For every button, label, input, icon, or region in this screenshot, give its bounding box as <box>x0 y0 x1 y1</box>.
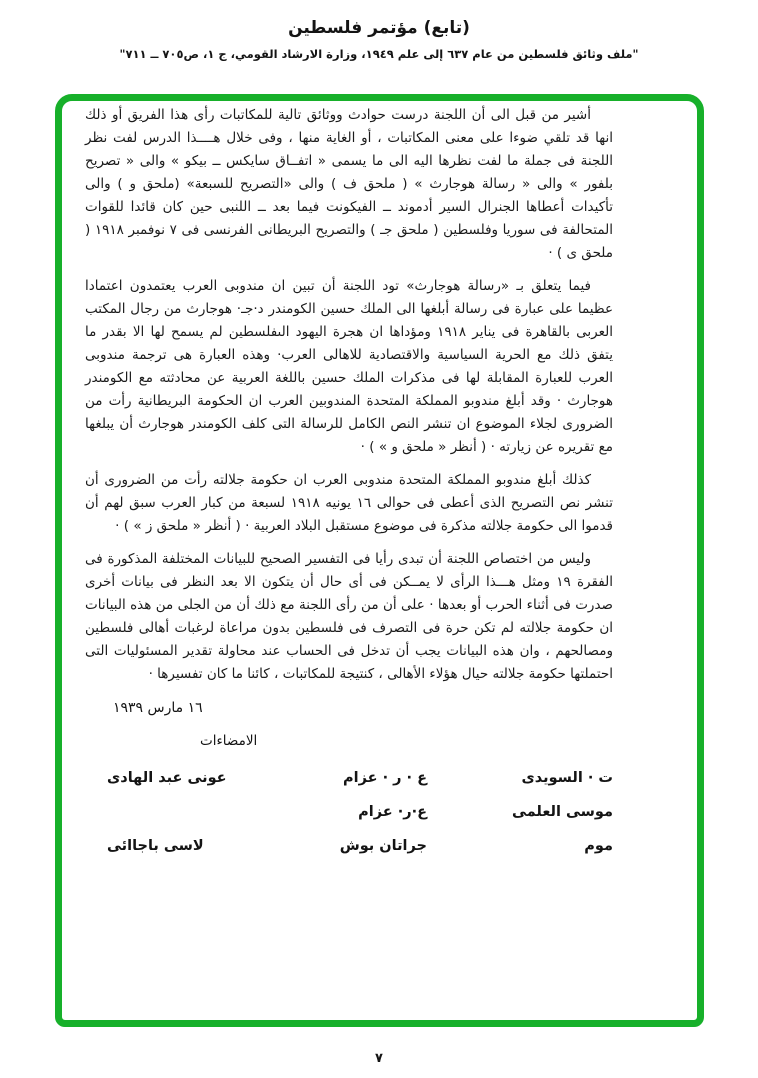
signature-row3-right: موم <box>584 838 613 854</box>
signature-row2-left <box>85 800 261 825</box>
document-title: (تابع) مؤتمر فلسطين <box>288 18 470 38</box>
paragraph-1: أشير من قبل الى أن اللجنة درست حوادث ووثائق تالية للمكاتبات رأى هذا الفريق أو ذلك انها قد تلقي ضوءا على معنى المكاتبات ، أو الغاية منها ، وفى خلال هــــذا الدرس لفت نظر اللجنة فى جملة ما لفت نظرها اليه الى ما يسمى « اتفــاق سايكس ــ بيكو » والى « تصريح بلفور » والى « رسالة هوجارث » ( ملحق ف ) والى «التصريح للسبعة» (ملحق و ) والى تأكيدات أعطاها الجنرال السير أدموند ــ الفيكونت فيما بعد ــ اللنبى حين كان قائدا للقوات المتحالفة فى سوريا وفلسطين ( ملحق جـ ) والتصريح البريطانى الفرنسى فى ٧ نوفمبر ١٩١٨ ( ملحق ى ) · <box>85 107 613 261</box>
paragraph-4: وليس من اختصاص اللجنة أن تبدى رأيا فى التفسير الصحيح للبيانات المختلفة المذكورة فى الفقرة ١٩ ومثل هـــذا الرأى لا يمــكن فى أى حال أن يتكون الا بعد النظر فى بيانات أخرى صدرت فى أثناء الحرب أو بعدها · على أن من رأى اللجنة مع ذلك أن من الجلى من هذه البيانات ان حكومة جلالته لم تكن حرة فى التصرف فى فلسطين بدون مراعاة لرغبات أهالى فلسطين ومصالحهم ، وان هذه البيانات يجب أن تدخل فى الحساب عند محاولة تقدير المسئوليات التى احتملتها حكومة جلالته حيال هؤلاء الأهالى ، كنتيجة للمكاتبات ، كائنا ما كان تفسيرها · <box>85 551 613 682</box>
source-citation: "ملف وثائق فلسطين من عام ٦٣٧ إلى علم ١٩٤٩، وزارة الارشاد القومي، ج ١، ص٧٠٥ ــ ٧١١" <box>119 47 639 61</box>
paragraph-3: كذلك أبلغ مندوبو المملكة المتحدة مندوبى العرب ان حكومة جلالته رأت من الضرورى أن تنشر نص التصريح الذى أعطى فى حوالى ١٦ يونيه ١٩١٨ لسبعة من كبار العرب سبق لهم أن قدموا الى حكومة جلالته مذكرة فى موضوع مستقبل البلاد العربية · ( أنظر « ملحق ز » ) · <box>85 472 614 534</box>
signatures-table <box>85 766 613 859</box>
signature-row1-right: ت · السويدى <box>521 770 613 786</box>
paragraph-2: فيما يتعلق بـ «رسالة هوجارث» تود اللجنة أن تبين ان مندوبى العرب يعتمدون اعتمادا عظيما على عبارة فى رسالة أبلغها الى الملك حسين الكومندر د·جـ· هوجارث من رجال المكتب العربى بالقاهرة فى يناير ١٩١٨ ومؤداها ان هجرة اليهود الىفلسطين لم يسمح لها الا بقدر ما يتفق ذلك مع الحرية السياسية والاقتصادية للاهالى العرب· وهذه العبارة هى ترجمة مندوبى العرب للعبارة المقابلة لها فى مذكرات الملك حسين باللغة العربية عن محادثته مع الكومندر هوجارث · وقد أبلغ مندوبو المملكة المتحدة المندوبين العرب ان الحكومة البريطانية رأت من الضرورى لجلاء الموضوع ان تنشر النص الكامل للرسالة التى كلف الكومندر هوجارث أن يبلغها مع تقريره عن زيارته · ( أنظر « ملحق و » ) · <box>85 278 613 455</box>
date-text: ١٦ مارس ١٩٣٩ <box>113 700 203 716</box>
signature-row2-center: ع·ر· عزام <box>358 804 427 820</box>
signatures-heading: الامضاءات <box>200 733 258 749</box>
date-line <box>85 696 613 720</box>
page-header <box>0 18 758 61</box>
page-number: ٧ <box>375 1051 383 1066</box>
signature-row1-center: ع · ر · عزام <box>343 770 427 786</box>
signature-row3-center: جراتان بوش <box>339 838 427 854</box>
document-body <box>85 104 613 859</box>
signature-row1-left: عونى عبد الهادى <box>107 770 227 786</box>
signature-row2-right: موسى العلمى <box>512 804 613 820</box>
signature-row3-left: لاسى باجاائى <box>107 838 204 854</box>
